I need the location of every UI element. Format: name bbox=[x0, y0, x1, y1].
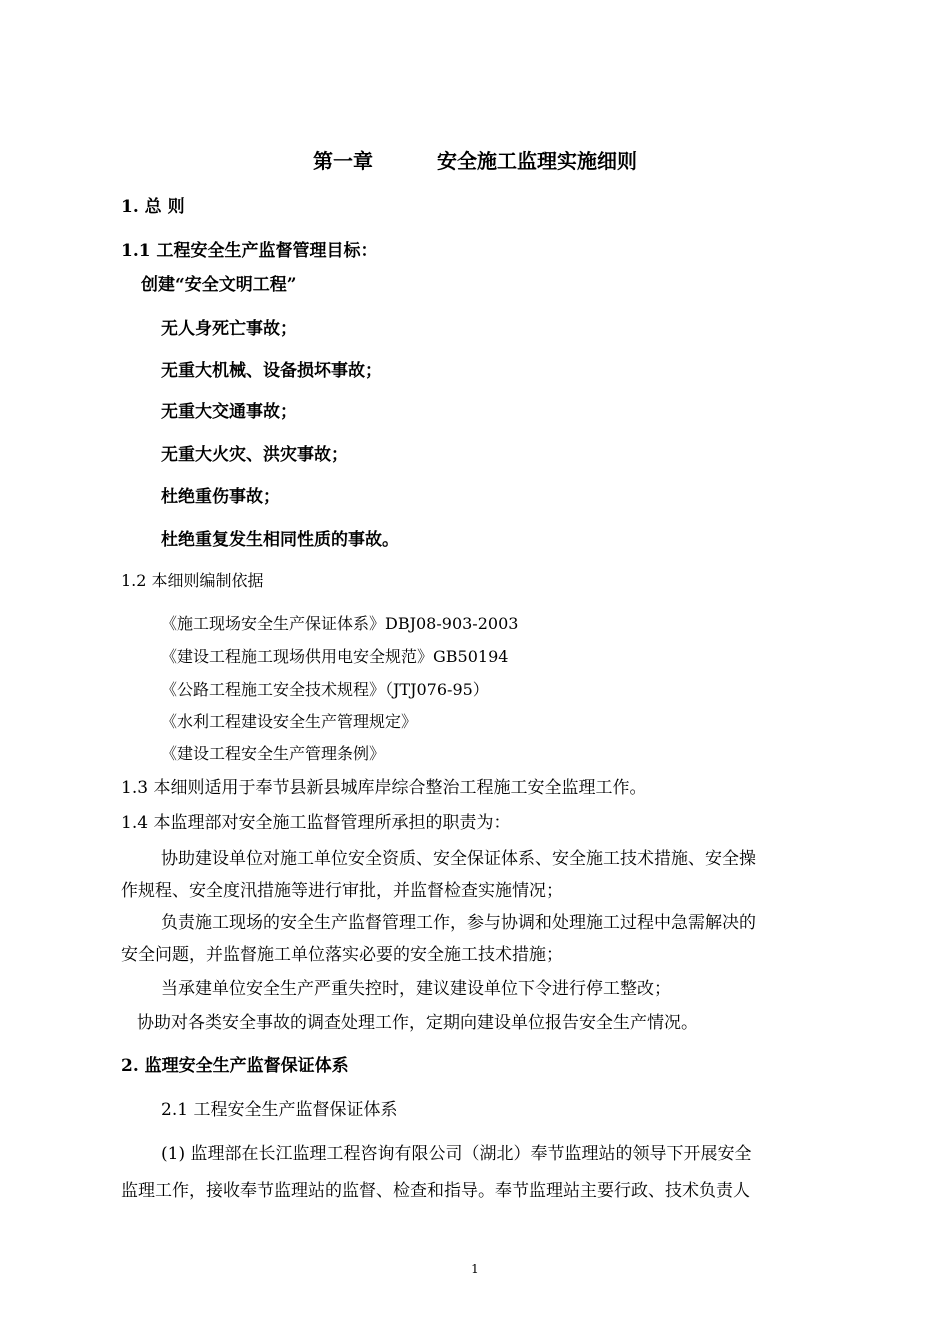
reference-item: 《施工现场安全生产保证体系》DBJ08-903-2003 bbox=[161, 614, 519, 633]
chapter-title bbox=[0, 148, 950, 174]
reference-item: 《水利工程建设安全生产管理规定》 bbox=[161, 712, 418, 731]
duty-paragraph: 当承建单位安全生产严重失控时，建议建设单位下令进行停工整改； bbox=[161, 979, 671, 999]
subsection-heading-2-1: 2.1 工程安全生产监督保证体系 bbox=[161, 1100, 398, 1120]
duty-paragraph: 协助对各类安全事故的调查处理工作，定期向建设单位报告安全生产情况。 bbox=[137, 1013, 698, 1033]
goal-item: 无重大交通事故； bbox=[161, 402, 297, 422]
section-heading-2: 2. 监理安全生产监督保证体系 bbox=[121, 1056, 349, 1076]
section-heading-1: 1. 总 则 bbox=[121, 197, 185, 217]
goal-item: 无重大机械、设备损坏事故； bbox=[161, 361, 382, 381]
subsection-heading-1-1: 1.1 工程安全生产监督管理目标： bbox=[121, 241, 378, 261]
body-paragraph-continued: 监理工作，接收奉节监理站的监督、检查和指导。奉节监理站主要行政、技术负责人 bbox=[121, 1181, 750, 1201]
reference-item: 《建设工程施工现场供用电安全规范》GB50194 bbox=[161, 647, 509, 666]
body-paragraph: (1) 监理部在长江监理工程咨询有限公司（湖北）奉节监理站的领导下开展安全 bbox=[161, 1144, 752, 1164]
reference-item: 《建设工程安全生产管理条例》 bbox=[161, 744, 386, 763]
paragraph-1-4: 1.4 本监理部对安全施工监督管理所承担的职责为： bbox=[121, 813, 511, 833]
paragraph-1-3: 1.3 本细则适用于奉节县新县城库岸综合整治工程施工安全监理工作。 bbox=[121, 778, 647, 798]
goal-item: 杜绝重伤事故； bbox=[161, 487, 280, 507]
reference-item: 《公路工程施工安全技术规程》（JTJ076-95） bbox=[161, 680, 489, 699]
chapter-name: 安全施工监理实施细则 bbox=[437, 149, 637, 173]
duty-paragraph: 负责施工现场的安全生产监督管理工作，参与协调和处理施工过程中急需解决的 bbox=[161, 913, 756, 933]
duty-paragraph: 协助建设单位对施工单位安全资质、安全保证体系、安全施工技术措施、安全操 bbox=[161, 849, 756, 869]
page-number: 1 bbox=[471, 1262, 479, 1276]
chapter-number: 第一章 bbox=[313, 149, 373, 173]
goal-item: 无人身死亡事故； bbox=[161, 319, 297, 339]
subsection-heading-1-2: 1.2 本细则编制依据 bbox=[121, 571, 264, 590]
duty-paragraph-continued: 安全问题，并监督施工单位落实必要的安全施工技术措施； bbox=[121, 945, 563, 965]
goal-item: 无重大火灾、洪灾事故； bbox=[161, 445, 348, 465]
duty-paragraph-continued: 作规程、安全度汛措施等进行审批，并监督检查实施情况； bbox=[121, 881, 563, 901]
goal-line: 创建“安全文明工程” bbox=[141, 275, 297, 295]
goal-item: 杜绝重复发生相同性质的事故。 bbox=[161, 530, 399, 550]
